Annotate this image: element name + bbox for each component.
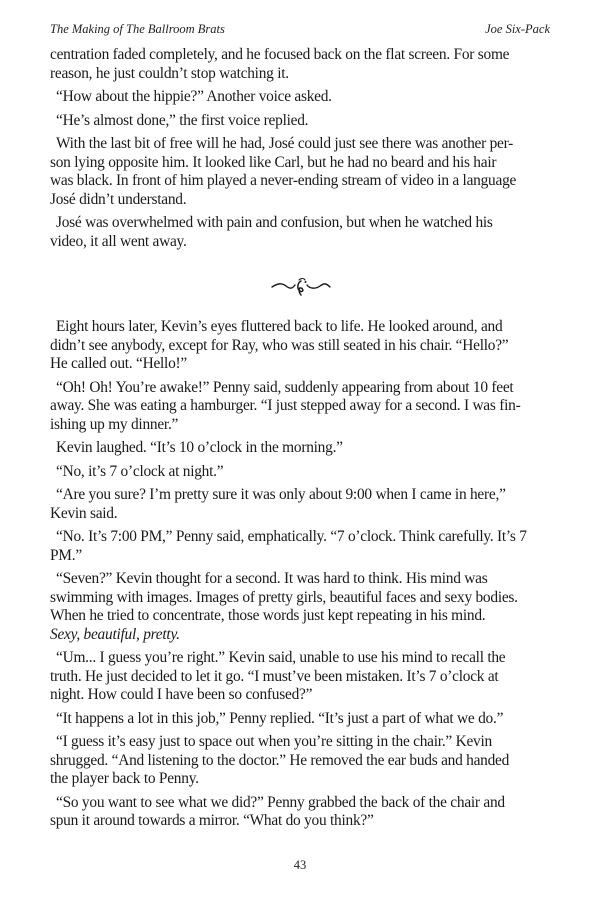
text-line: “Oh! Oh! You’re awake!” Penny said, suddenly appearing from about 10 feet bbox=[56, 378, 514, 396]
text-line: Eight hours later, Kevin’s eyes fluttered back to life. He looked around, and bbox=[56, 318, 503, 335]
text-line: “So you want to see what we did?” Penny grabbed the back of the chair and bbox=[56, 793, 505, 811]
text-line: He called out. “Hello!” bbox=[50, 355, 187, 372]
text-line: son lying opposite him. It looked like Carl, but he had no beard and his hair bbox=[50, 153, 497, 171]
text-line: “It happens a lot in this job,” Penny replied. “It’s just a part of what we do.” bbox=[56, 709, 504, 727]
text-line: Kevin said. bbox=[50, 504, 118, 522]
header-author: Joe Six-Pack bbox=[485, 22, 550, 36]
text-line: was black. In front of him played a never-ending stream of video in a language bbox=[50, 172, 517, 189]
text-line: “He’s almost done,” the first voice replied. bbox=[56, 111, 309, 129]
paragraph bbox=[50, 439, 550, 458]
text-line: video, it all went away. bbox=[50, 232, 187, 250]
paragraph bbox=[50, 710, 550, 729]
text-line: didn’t see anybody, except for Ray, who was still seated in his chair. “Hello?” bbox=[50, 336, 509, 354]
paragraph bbox=[50, 88, 550, 107]
text-line: the player back to Penny. bbox=[50, 770, 199, 787]
paragraph bbox=[50, 794, 550, 831]
italic-text-line: Sexy, beautiful, pretty. bbox=[50, 625, 180, 643]
paragraph bbox=[50, 528, 550, 565]
paragraph bbox=[50, 112, 550, 131]
text-line: “Um... I guess you’re right.” Kevin said, unable to use his mind to recall the bbox=[56, 649, 506, 666]
paragraph bbox=[50, 214, 550, 251]
paragraph bbox=[50, 570, 550, 644]
paragraph bbox=[50, 649, 550, 705]
text-line: “No. It’s 7:00 PM,” Penny said, emphatically. “7 o’clock. Think carefully. It’s 7 bbox=[56, 528, 527, 545]
running-header bbox=[50, 22, 550, 40]
paragraph bbox=[50, 46, 550, 83]
text-line: spun it around towards a mirror. “What do you think?” bbox=[50, 812, 374, 829]
page-number: 43 bbox=[293, 858, 307, 872]
paragraph bbox=[50, 463, 550, 482]
text-line: reason, he just couldn’t stop watching it. bbox=[50, 64, 289, 82]
text-line: When he tried to concentrate, those words just kept repeating in his mind. bbox=[50, 607, 486, 624]
text-line: truth. He just decided to let it go. “I must’ve been mistaken. It’s 7 o’clock at bbox=[50, 667, 499, 685]
paragraph bbox=[50, 486, 550, 523]
text-line: Kevin laughed. “It’s 10 o’clock in the morning.” bbox=[56, 439, 343, 456]
text-line: With the last bit of free will he had, José could just see there was another per- bbox=[56, 135, 514, 152]
text-line: ishing up my dinner.” bbox=[50, 415, 179, 433]
text-line: “No, it’s 7 o’clock at night.” bbox=[56, 462, 224, 480]
text-line: night. How could I have been so confused?” bbox=[50, 686, 313, 703]
text-line: “Are you sure? I’m pretty sure it was only about 9:00 when I came in here,” bbox=[56, 486, 506, 503]
paragraph bbox=[50, 733, 550, 789]
paragraph bbox=[50, 379, 550, 435]
text-line: shrugged. “And listening to the doctor.” He removed the ear buds and handed bbox=[50, 751, 510, 769]
text-line: “How about the hippie?” Another voice asked. bbox=[56, 88, 332, 105]
header-book-title: The Making of The Ballroom Brats bbox=[50, 22, 225, 36]
section-2-text bbox=[50, 318, 550, 836]
scene-break-flourish-icon bbox=[270, 276, 332, 298]
text-line: away. She was eating a hamburger. “I just stepped away for a second. I was fin- bbox=[50, 397, 521, 414]
text-line: “Seven?” Kevin thought for a second. It was hard to think. His mind was bbox=[56, 570, 488, 587]
text-line: José was overwhelmed with pain and confusion, but when he watched his bbox=[56, 214, 493, 231]
text-line: José didn’t understand. bbox=[50, 190, 187, 208]
paragraph bbox=[50, 318, 550, 374]
text-line: PM.” bbox=[50, 546, 82, 564]
text-line: “I guess it’s easy just to space out when you’re sitting in the chair.” Kevin bbox=[56, 733, 492, 750]
section-1-text bbox=[50, 46, 550, 256]
text-line: centration faded completely, and he focused back on the flat screen. For some bbox=[50, 46, 510, 63]
paragraph bbox=[50, 135, 550, 209]
text-line: swimming with images. Images of pretty girls, beautiful faces and sexy bodies. bbox=[50, 588, 518, 606]
